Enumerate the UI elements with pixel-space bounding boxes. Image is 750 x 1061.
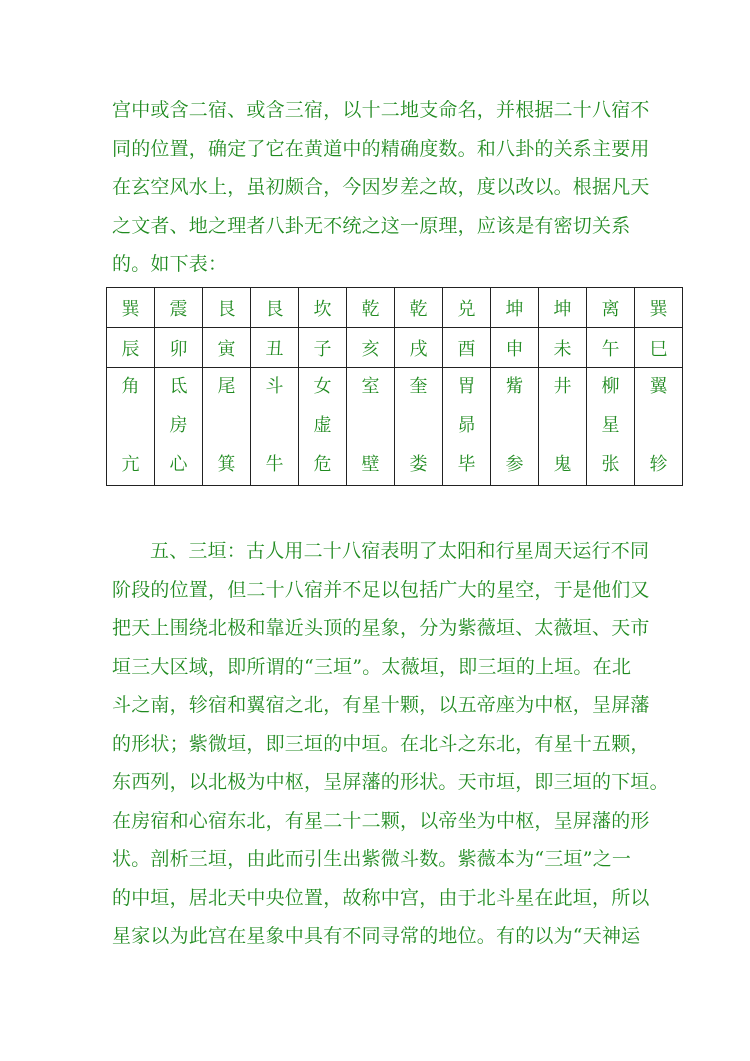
mansion: 鬼 <box>553 454 572 475</box>
mansion: 箕 <box>217 454 236 475</box>
table-cell: 巽 <box>107 288 155 328</box>
table-cell <box>491 368 539 486</box>
mansion <box>203 415 250 437</box>
mansion: 参 <box>505 454 524 475</box>
mansion: 轸 <box>649 454 668 475</box>
text-line: 在玄空风水上，虽初颇合，今因岁差之故，度以改以。根据凡天 <box>112 176 650 198</box>
table-cell <box>443 368 491 486</box>
text-line: 同的位置，确定了它在黄道中的精确度数。和八卦的关系主要用 <box>112 137 650 160</box>
text-line: 之文者、地之理者八卦无不统之这一原理，应该是有密切关系 <box>112 214 631 237</box>
table-cell: 离 <box>587 288 635 328</box>
table-row-branches <box>107 328 683 368</box>
mansion: 觜 <box>505 376 524 397</box>
mansion: 奎 <box>409 376 428 397</box>
text-line: 把天上围绕北极和靠近头顶的星象，分为紫薇垣、太薇垣、天市 <box>112 617 650 639</box>
mansion: 壁 <box>361 454 380 475</box>
text-line: 在房宿和心宿东北，有星二十二颗，以帝坐为中枢，呈屏藩的形 <box>112 809 650 832</box>
mansion: 翼 <box>649 376 668 397</box>
mansion: 心 <box>169 454 188 475</box>
mansion: 井 <box>553 376 572 397</box>
table-row-trigrams <box>107 288 683 328</box>
mansion: 斗 <box>265 376 284 397</box>
mansion: 柳 <box>601 376 620 397</box>
text-line: 的。如下表： <box>112 253 228 275</box>
table-cell <box>587 368 635 486</box>
table-cell: 巳 <box>635 328 683 368</box>
table-cell: 子 <box>299 328 347 368</box>
mansion <box>107 415 154 437</box>
table-cell: 坎 <box>299 288 347 328</box>
table-cell <box>299 368 347 486</box>
mansion: 尾 <box>217 376 236 397</box>
table-cell: 乾 <box>347 288 395 328</box>
table-cell: 丑 <box>251 328 299 368</box>
mansion <box>635 415 682 437</box>
table-cell: 坤 <box>539 288 587 328</box>
table-cell: 艮 <box>203 288 251 328</box>
mansion: 女 <box>313 376 332 397</box>
table-cell: 震 <box>155 288 203 328</box>
table-cell <box>539 368 587 486</box>
table-cell <box>347 368 395 486</box>
text-line: 东西列，以北极为中枢，呈屏藩的形状。天市垣，即三垣的下垣。 <box>112 771 669 793</box>
mansion <box>395 415 442 437</box>
table-cell <box>395 368 443 486</box>
table-cell: 戌 <box>395 328 443 368</box>
mansion: 毕 <box>457 454 476 475</box>
table-cell <box>635 368 683 486</box>
mansion: 娄 <box>409 454 428 475</box>
table-cell: 亥 <box>347 328 395 368</box>
paragraph-intro <box>112 91 672 284</box>
mansion <box>491 415 538 437</box>
text-line: 状。剖析三垣，由此而引生出紫微斗数。紫薇本为“三垣”之一 <box>112 848 632 870</box>
table-cell <box>251 368 299 486</box>
table-cell: 午 <box>587 328 635 368</box>
mansion: 牛 <box>265 454 284 475</box>
mansion: 房 <box>169 415 188 436</box>
text-line: 星家以为此宫在星象中具有不同寻常的地位。有的以为“天神运 <box>112 925 641 947</box>
table-cell <box>155 368 203 486</box>
table-cell: 申 <box>491 328 539 368</box>
mansion: 角 <box>121 376 140 397</box>
table-cell: 巽 <box>635 288 683 328</box>
mansion: 室 <box>361 376 380 397</box>
table-cell <box>107 368 155 486</box>
paragraph-three-enclosures <box>112 532 672 956</box>
table-cell: 辰 <box>107 328 155 368</box>
text-line: 的形状；紫微垣，即三垣的中垣。在北斗之东北，有星十五颗， <box>112 732 650 755</box>
table-cell: 酉 <box>443 328 491 368</box>
table-cell: 乾 <box>395 288 443 328</box>
text-line: 宫中或含二宿、或含三宿，以十二地支命名，并根据二十八宿不 <box>112 99 650 121</box>
mansion: 氐 <box>169 376 188 397</box>
table-cell: 坤 <box>491 288 539 328</box>
mansion <box>251 415 298 437</box>
text-line: 垣三大区域，即所谓的“三垣”。太薇垣，即三垣的上垣。在北 <box>112 655 632 678</box>
mansion <box>539 415 586 437</box>
mansion: 张 <box>601 454 620 475</box>
mansion: 虚 <box>313 415 332 436</box>
mansion: 星 <box>601 415 620 436</box>
table-cell: 卯 <box>155 328 203 368</box>
text-line: 斗之南，轸宿和翼宿之北，有星十颗，以五帝座为中枢，呈屏藩 <box>112 694 650 716</box>
mansion: 亢 <box>121 454 140 475</box>
table-row-mansions <box>107 368 683 486</box>
table-cell: 寅 <box>203 328 251 368</box>
mansion: 胃 <box>457 376 476 397</box>
text-line: 阶段的位置，但二十八宿并不足以包括广大的星空，于是他们又 <box>112 578 650 601</box>
table-cell: 未 <box>539 328 587 368</box>
mansion: 昴 <box>457 415 476 436</box>
text-line: 的中垣，居北天中央位置，故称中宫，由于北斗星在此垣，所以 <box>112 886 650 909</box>
mansion <box>347 415 394 437</box>
trigram-mansion-table <box>106 287 683 486</box>
mansion: 危 <box>313 454 332 475</box>
table-cell <box>203 368 251 486</box>
table-cell: 艮 <box>251 288 299 328</box>
table-cell: 兑 <box>443 288 491 328</box>
text-line: 五、三垣：古人用二十八宿表明了太阳和行星周天运行不同 <box>150 540 650 562</box>
